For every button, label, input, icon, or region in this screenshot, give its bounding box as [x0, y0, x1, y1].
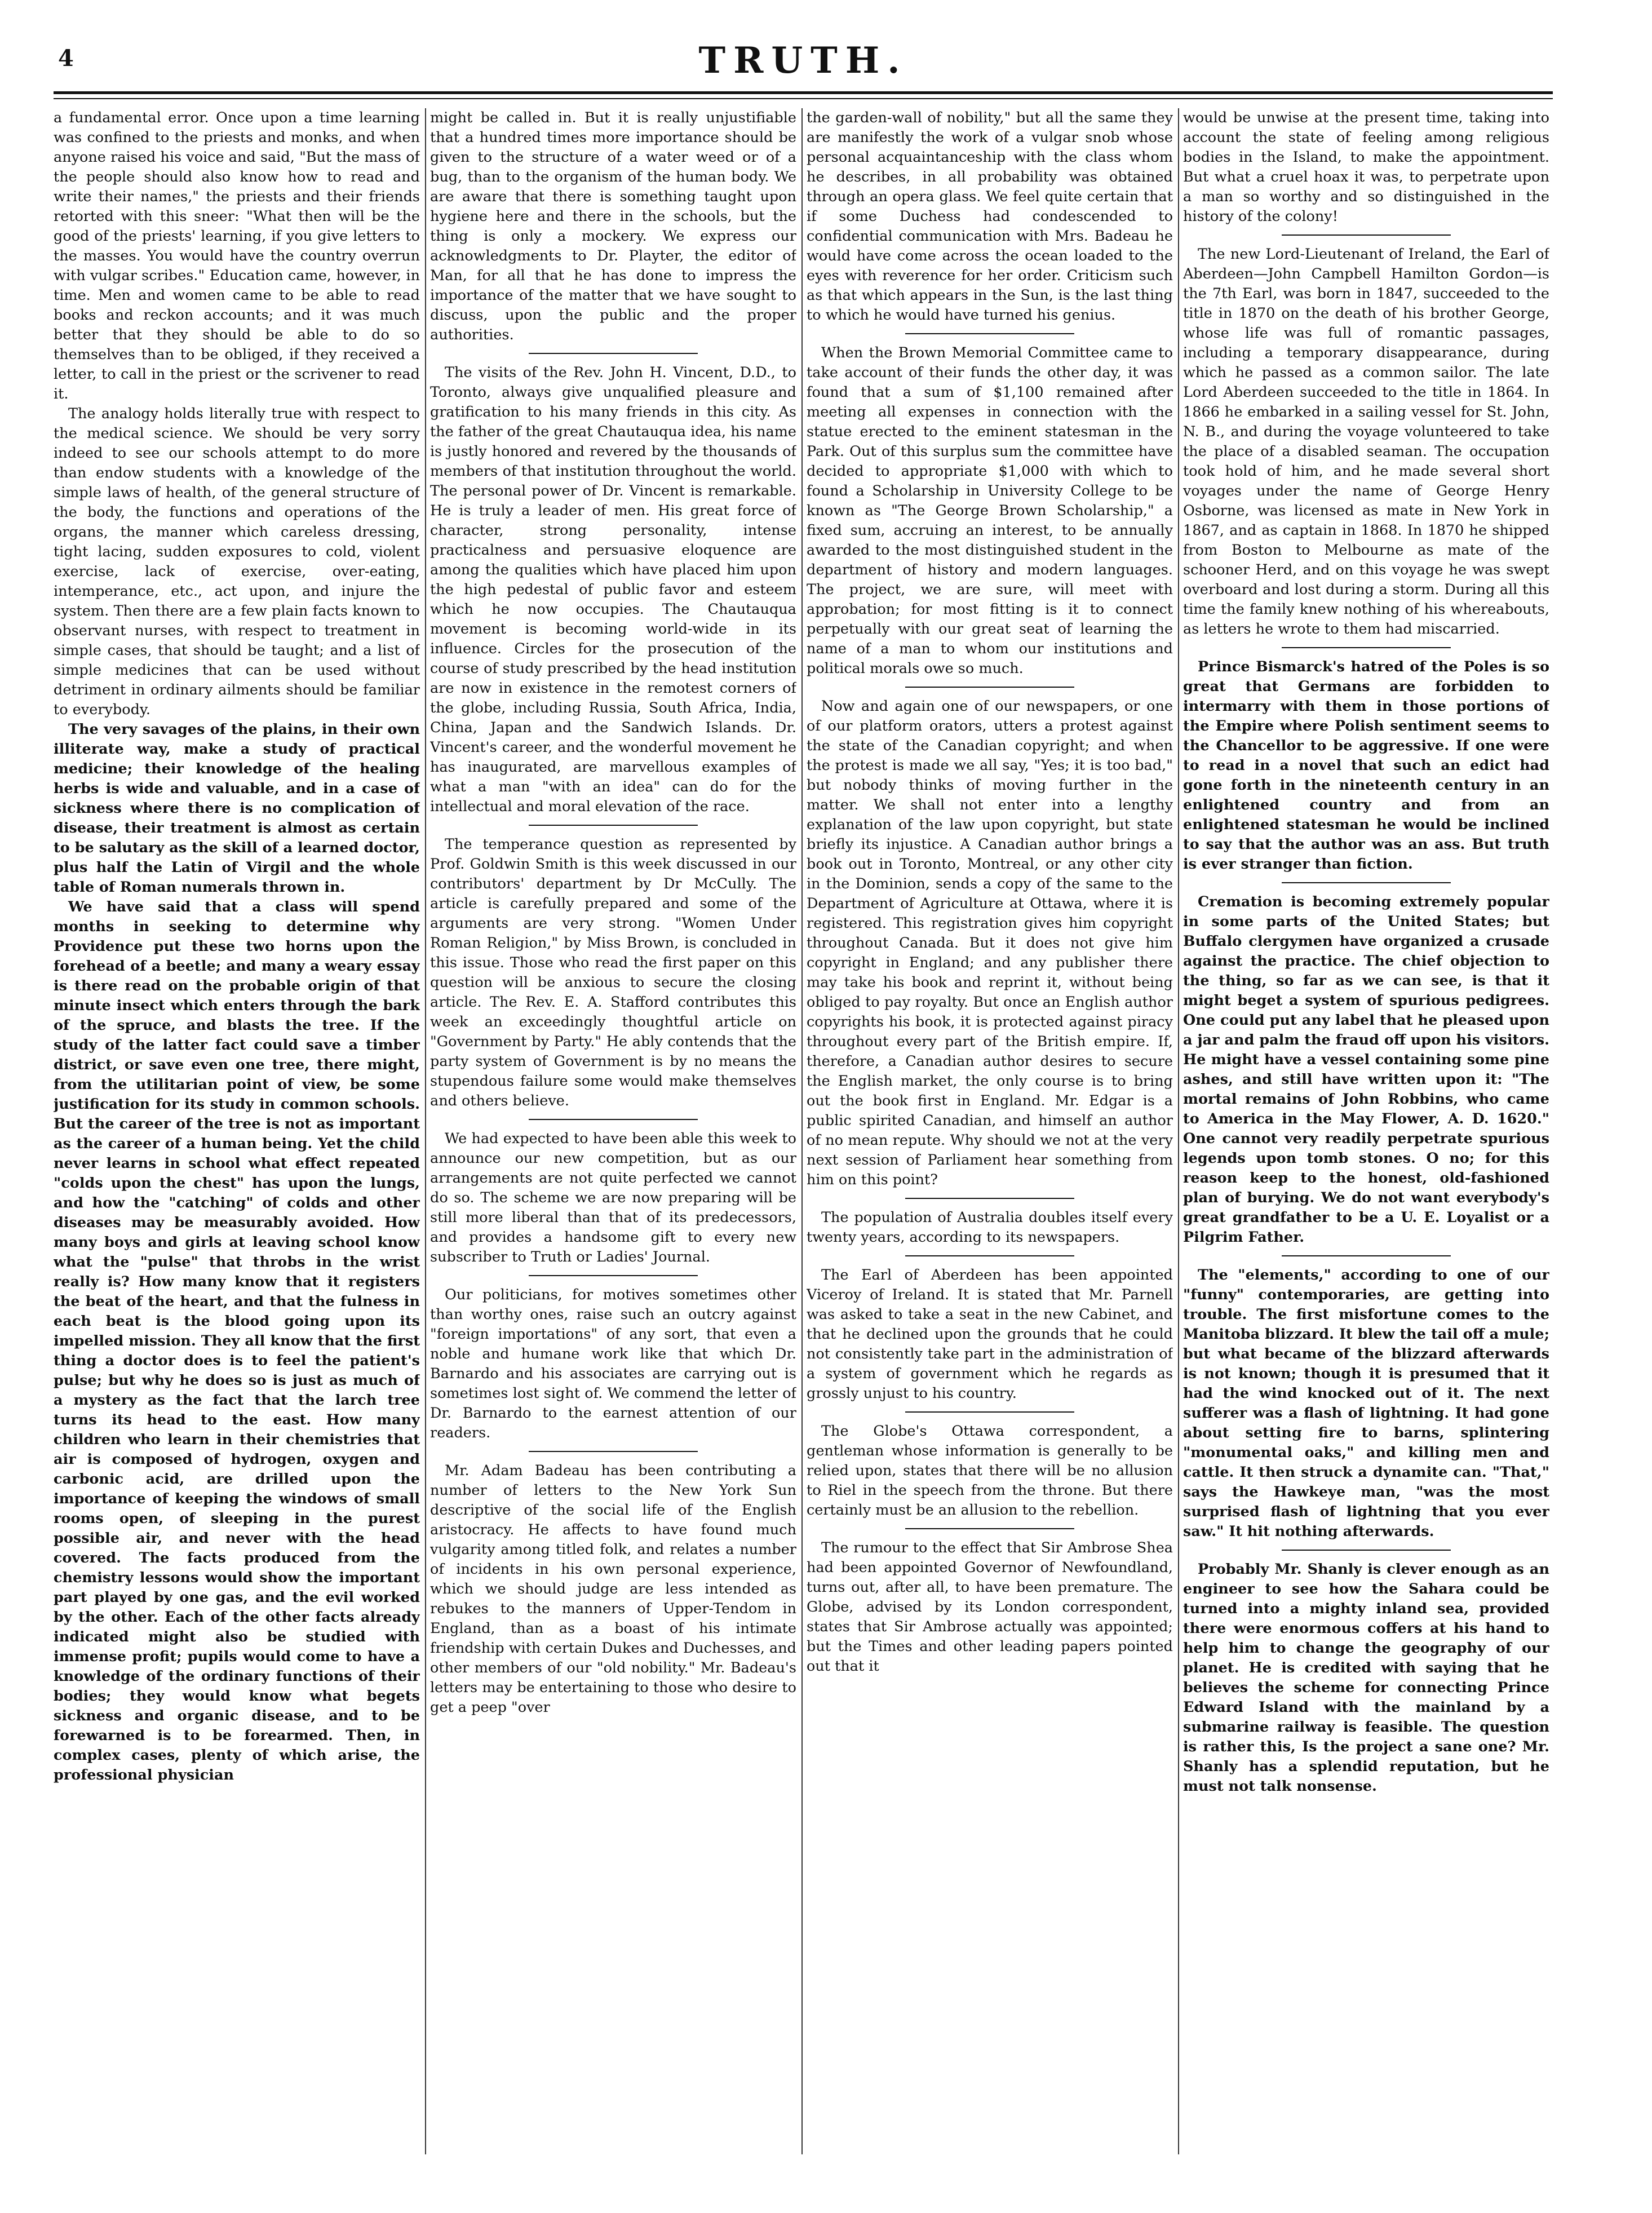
- article-paragraph: the garden-wall of nobility," but all the same they are manifestly the work of a vulgar snob whose personal acquaintanceship with the class whom he describes, in all probability was obtained through an opera glass. We feel quite certain that if some Duchess had condescended to confidential communication with Mrs. Badeau he would have come across the ocean loaded to the eyes with reverence for her order. Criticism such as that which appears in the Sun, is the last thing to which he would have turned his genius.: [807, 109, 1173, 324]
- masthead-rule-thin: [54, 98, 1553, 99]
- article-paragraph: The analogy holds literally true with respect to the medical science. We should be very sorry indeed to see our schools attempt to do more than endow students with a knowledge of the simple laws of health, of the general structure of the body, the functions and operations of the organs, the manner which careless dressing, tight lacing, sudden exposures to cold, violent exercise, lack of exercise, over-eating, intemperance, etc., act upon, and injure the system. Then there are a few plain facts known to observant nurses, with respect to treatment in simple cases, that should be taught; and a list of simple medicines that can be used without detriment in ordinary ailments should be familiar to everybody.: [54, 405, 420, 718]
- item-separator: [905, 333, 1074, 334]
- article-paragraph: might be called in. But it is really unjustifiable that a hundred times more importance should be given to the structure of a water weed or of a bug, than to the organism of the human body. We are aware that there is something taught upon hygiene here and there in the schools, but the thing is only a mockery. We express our acknowledgments to Dr. Playter, the editor of Man, for all that he has done to impress the importance of the matter that we have sought to discuss, upon the public and the proper authorities.: [430, 109, 796, 343]
- columns-area: [54, 108, 1553, 2154]
- item-separator: [1282, 1255, 1451, 1256]
- item-separator: [905, 1255, 1074, 1256]
- newspaper-page: [54, 39, 1553, 2159]
- column-divider: [425, 108, 426, 2154]
- page-number: 4: [58, 45, 74, 72]
- item-separator: [905, 687, 1074, 688]
- column-1: [54, 108, 420, 2154]
- column-divider: [801, 108, 803, 2154]
- masthead: [54, 39, 1553, 85]
- article-paragraph: would be unwise at the present time, taking into account the state of feeling among religious bodies in the Island, to make the appointment. But what a cruel hoax it was, to perpetrate upon a man so worthy and so distinguished in the history of the colony!: [1183, 109, 1549, 225]
- article-paragraph: Probably Mr. Shanly is clever enough as an engineer to see how the Sahara could be turned into a mighty inland sea, provided there were enormous coffers at his hand to help him to change the geography of our planet. He is credited with saying that he believes the scheme for connecting Prince Edward Island with the mainland by a submarine railway is feasible. The question is rather this, Is the project a sane one? Mr. Shanly has a splendid reputation, but he must not talk nonsense.: [1183, 1561, 1549, 1795]
- article-paragraph: The new Lord-Lieutenant of Ireland, the Earl of Aberdeen—John Campbell Hamilton Gordon—is the 7th Earl, was born in 1847, succeeded to the title in 1870 on the death of his brother George, whose life was full of romantic passages, including a temporary disappearance, during which he passed as a common sailor. The late Lord Aberdeen succeeded to the title in 1864. In 1866 he embarked in a sailing vessel for St. John, N. B., and during the voyage volunteered to take the place of a disabled seaman. The occupation took hold of him, and he made several short voyages under the name of George Henry Osborne, was licensed as mate in New York in 1867, and as captain in 1868. In 1870 he shipped from Boston to Melbourne as mate of the schooner Herd, and on this voyage he was swept overboard and lost during a storm. During all this time the family knew nothing of his whereabouts, as letters he wrote to them had miscarried.: [1183, 246, 1549, 638]
- column-2: [430, 108, 796, 2154]
- item-separator: [905, 1411, 1074, 1413]
- item-separator: [905, 1198, 1074, 1199]
- article-paragraph: The temperance question as represented by Prof. Goldwin Smith is this week discussed in our contributors' department by Dr McCully. The article is carefully prepared and some of the arguments are very strong. "Women Under Roman Religion," by Miss Brown, is concluded in this issue. Those who read the first paper on this question will be anxious to secure the closing article. The Rev. E. A. Stafford contributes this week an exceedingly thoughtful article on "Government by Party." He ably contends that the party system of Government is by no means the stupendous failure some would make themselves and others believe.: [430, 836, 796, 1109]
- item-separator: [1282, 882, 1451, 883]
- article-paragraph: The very savages of the plains, in their own illiterate way, make a study of practical medicine; their knowledge of the healing herbs is wide and valuable, and in a case of sickness where there is no complication of disease, their treatment is almost as certain to be salutary as the skill of a learned doctor, plus half the Latin of Virgil and the whole table of Roman numerals thrown in.: [54, 721, 420, 896]
- article-paragraph: Our politicians, for motives sometimes other than worthy ones, raise such an outcry against "foreign importations" of any sort, that even a noble and humane work like that which Dr. Barnardo and his associates are carrying out is sometimes lost sight of. We commend the letter of Dr. Barnardo to the earnest attention of our readers.: [430, 1286, 796, 1441]
- article-paragraph: Mr. Adam Badeau has been contributing a number of letters to the New York Sun descriptive of the social life of the English aristocracy. He affects to have found much vulgarity among titled folk, and relates a number of incidents in his own personal experience, which we should judge are less intended as rebukes to the manners of Upper-Tendom in England, than as a boast of his intimate friendship with certain Dukes and Duchesses, and other members of our "old nobility." Mr. Badeau's letters may be entertaining to those who desire to get a peep "over: [430, 1462, 796, 1716]
- article-paragraph: a fundamental error. Once upon a time learning was confined to the priests and monks, and when anyone raised his voice and said, "But the mass of the people should also know how to read and write their names," the priests and their friends retorted with this sneer: "What then will be the good of the priests' learning, if you give letters to the masses. You would have the country overrun with vulgar scribes." Education came, however, in time. Men and women came to be able to read books and reckon accounts; and it was much better that they should be able to do so themselves than to be obliged, if they received a letter, to call in the priest or the scrivener to read it.: [54, 109, 420, 402]
- newspaper-title: TRUTH.: [698, 39, 908, 82]
- article-paragraph: We had expected to have been able this week to announce our new competition, but as our arrangements are not quite perfected we cannot do so. The scheme we are now preparing will be still more liberal than that of its predecessors, and provides a handsome gift to every new subscriber to Truth or Ladies' Journal.: [430, 1130, 796, 1265]
- article-paragraph: Prince Bismarck's hatred of the Poles is so great that Germans are forbidden to intermarry with them in those portions of the Empire where Polish sentiment seems to the Chancellor to be aggressive. If one were to read in a novel that such an edict had gone forth in the nineteenth century in an enlightened country and from an enlightened statesman he would be inclined to say that the author was an ass. But truth is ever stranger than fiction.: [1183, 658, 1549, 873]
- column-4: [1183, 108, 1549, 2154]
- article-paragraph: The rumour to the effect that Sir Ambrose Shea had been appointed Governor of Newfoundland, turns out, after all, to have been premature. The Globe, advised by its London correspondent, states that Sir Ambrose actually was appointed; but the Times and other leading papers pointed out that it: [807, 1539, 1173, 1675]
- article-paragraph: Now and again one of our newspapers, or one of our platform orators, utters a protest against the state of the Canadian copyright; and when the protest is made we all say, "Yes; it is too bad," but nobody thinks of moving further in the matter. We shall not enter into a lengthy explanation of the law upon copyright, but state briefly its injustice. A Canadian author brings a book out in Toronto, Montreal, or any other city in the Dominion, sends a copy of the same to the Department of Agriculture at Ottawa, where it is registered. This registration gives him copyright throughout Canada. But it does not give him copyright in England; and any publisher there may take his book and reprint it, without being obliged to pay royalty. But once an English author copyrights his book, it is protected against piracy throughout every part of the British empire. If, therefore, a Canadian author desires to secure the English market, the only course is to bring out the book first in England. Mr. Edgar is a public spirited Canadian, and himself an author of no mean repute. Why should we not at the very next session of Parliament hear something from him on this point?: [807, 698, 1173, 1188]
- article-paragraph: The Globe's Ottawa correspondent, a gentleman whose information is generally to be relied upon, states that there will be no allusion to Riel in the speech from the throne. But there certainly must be an allusion to the rebellion.: [807, 1423, 1173, 1519]
- article-paragraph: Cremation is becoming extremely popular in some parts of the United States; but Buffalo clergymen have organized a crusade against the practice. The chief objection to the thing, so far as we can see, is that it might beget a system of spurious pedigrees. One could put any label that he pleased upon a jar and palm the fraud off upon his visitors. He might have a vessel containing some pine ashes, and still have written upon it: "The mortal remains of John Robbins, who came to America in the May Flower, A. D. 1620." One cannot very readily perpetrate spurious legends upon tomb stones. O no; for this reason keep to the honest, old-fashioned plan of burying. We do not want everybody's great grandfather to be a U. E. Loyalist or a Pilgrim Father.: [1183, 893, 1549, 1246]
- item-separator: [529, 1119, 698, 1120]
- article-paragraph: The Earl of Aberdeen has been appointed Viceroy of Ireland. It is stated that Mr. Parnell was asked to take a seat in the new Cabinet, and that he declined upon the grounds that he could not consistently take part in the administration of a system of government which he regards as grossly unjust to his country.: [807, 1267, 1173, 1402]
- item-separator: [529, 1275, 698, 1276]
- item-separator: [529, 353, 698, 354]
- article-paragraph: We have said that a class will spend months in seeking to determine why Providence put these two horns upon the forehead of a beetle; and many a weary essay is there read on the probable origin of that minute insect which enters through the bark of the spruce, and blasts the tree. If the study of the latter fact could save a timber district, or save even one tree, there might, from the utilitarian point of view, be some justification for its study in common schools. But the career of the tree is not as important as the career of a human being. Yet the child never learns in school what effect repeated "colds upon the chest" has upon the lungs, and how the "catching" of colds and other diseases may be measurably avoided. How many boys and girls at leaving school know what the "pulse" that throbs in the wrist really is? How many know that it registers the beat of the heart, and that the fulness in each beat is the blood going upon its impelled mission. They all know that the first thing a doctor does is to feel the patient's pulse; but why he does so is just as much of a mystery as the fact that the larch tree turns its head to the east. How many children who learn in their chemistries that air is composed of hydrogen, oxygen and carbonic acid, are drilled upon the importance of keeping the windows of small rooms open, of sleeping in the purest possible air, and never with the head covered. The facts produced from the chemistry lessons would show the important part played by one gas, and the evil worked by the other. Each of the other facts already indicated might also be studied with immense profit; pupils would come to have a knowledge of the ordinary functions of their bodies; they would know what begets sickness and organic disease, and to be forewarned is to be forearmed. Then, in complex cases, plenty of which arise, the professional physician: [54, 899, 420, 1783]
- column-divider: [1178, 108, 1179, 2154]
- article-paragraph: The "elements," according to one of our "funny" contemporaries, are getting into trouble. The first misfortune comes to the Manitoba blizzard. It blew the tail off a mule; but what became of the blizzard afterwards is not known; though it is presumed that it had the wind knocked out of it. The next sufferer was a flash of lightning. It had gone about setting fire to barns, splintering "monumental oaks," and killing men and cattle. It then struck a dynamite can. "That," says the Hawkeye man, "was the most surprised flash of lightning that you ever saw." It hit nothing afterwards.: [1183, 1267, 1549, 1540]
- article-paragraph: When the Brown Memorial Committee came to take account of their funds the other day, it was found that a sum of $1,100 remained after meeting all expenses in connection with the statue erected to the eminent statesman in the Park. Out of this surplus sum the committee have decided to appropriate $1,000 with which to found a Scholarship in University College to be known as "The George Brown Scholarship," a fixed sum, accruing an interest, to be annually awarded to the most distinguished student in the department of history and modern languages. The project, we are sure, will meet with approbation; for most fitting is it to connect perpetually with our great seat of learning the name of a man to whom our institutions and political morals owe so much.: [807, 344, 1173, 677]
- article-paragraph: The population of Australia doubles itself every twenty years, according to its newspapers.: [807, 1209, 1173, 1246]
- article-paragraph: The visits of the Rev. John H. Vincent, D.D., to Toronto, always give unqualified pleasure and gratification to his many friends in this city. As the father of the great Chautauqua idea, his name is justly honored and revered by the thousands of members of that institution throughout the world. The personal power of Dr. Vincent is remarkable. He is truly a leader of men. His great force of character, strong personality, intense practicalness and persuasive eloquence are among the qualities which have placed him upon the high pedestal of public favor and esteem which he now occupies. The Chautauqua movement is becoming world-wide in its influence. Circles for the prosecution of the course of study prescribed by the head institution are now in existence in the remotest corners of the globe, including Russia, South Africa, India, China, Japan and the Sandwich Islands. Dr. Vincent's career, and the wonderful movement he has inaugurated, are marvellous examples of what a man "with an idea" can do for the intellectual and moral elevation of the race.: [430, 364, 796, 815]
- item-separator: [1282, 1550, 1451, 1551]
- column-3: [807, 108, 1173, 2154]
- item-separator: [529, 1451, 698, 1452]
- masthead-rule-thick: [54, 91, 1553, 94]
- item-separator: [1282, 647, 1451, 648]
- item-separator: [529, 825, 698, 826]
- item-separator: [1282, 234, 1451, 236]
- item-separator: [905, 1528, 1074, 1529]
